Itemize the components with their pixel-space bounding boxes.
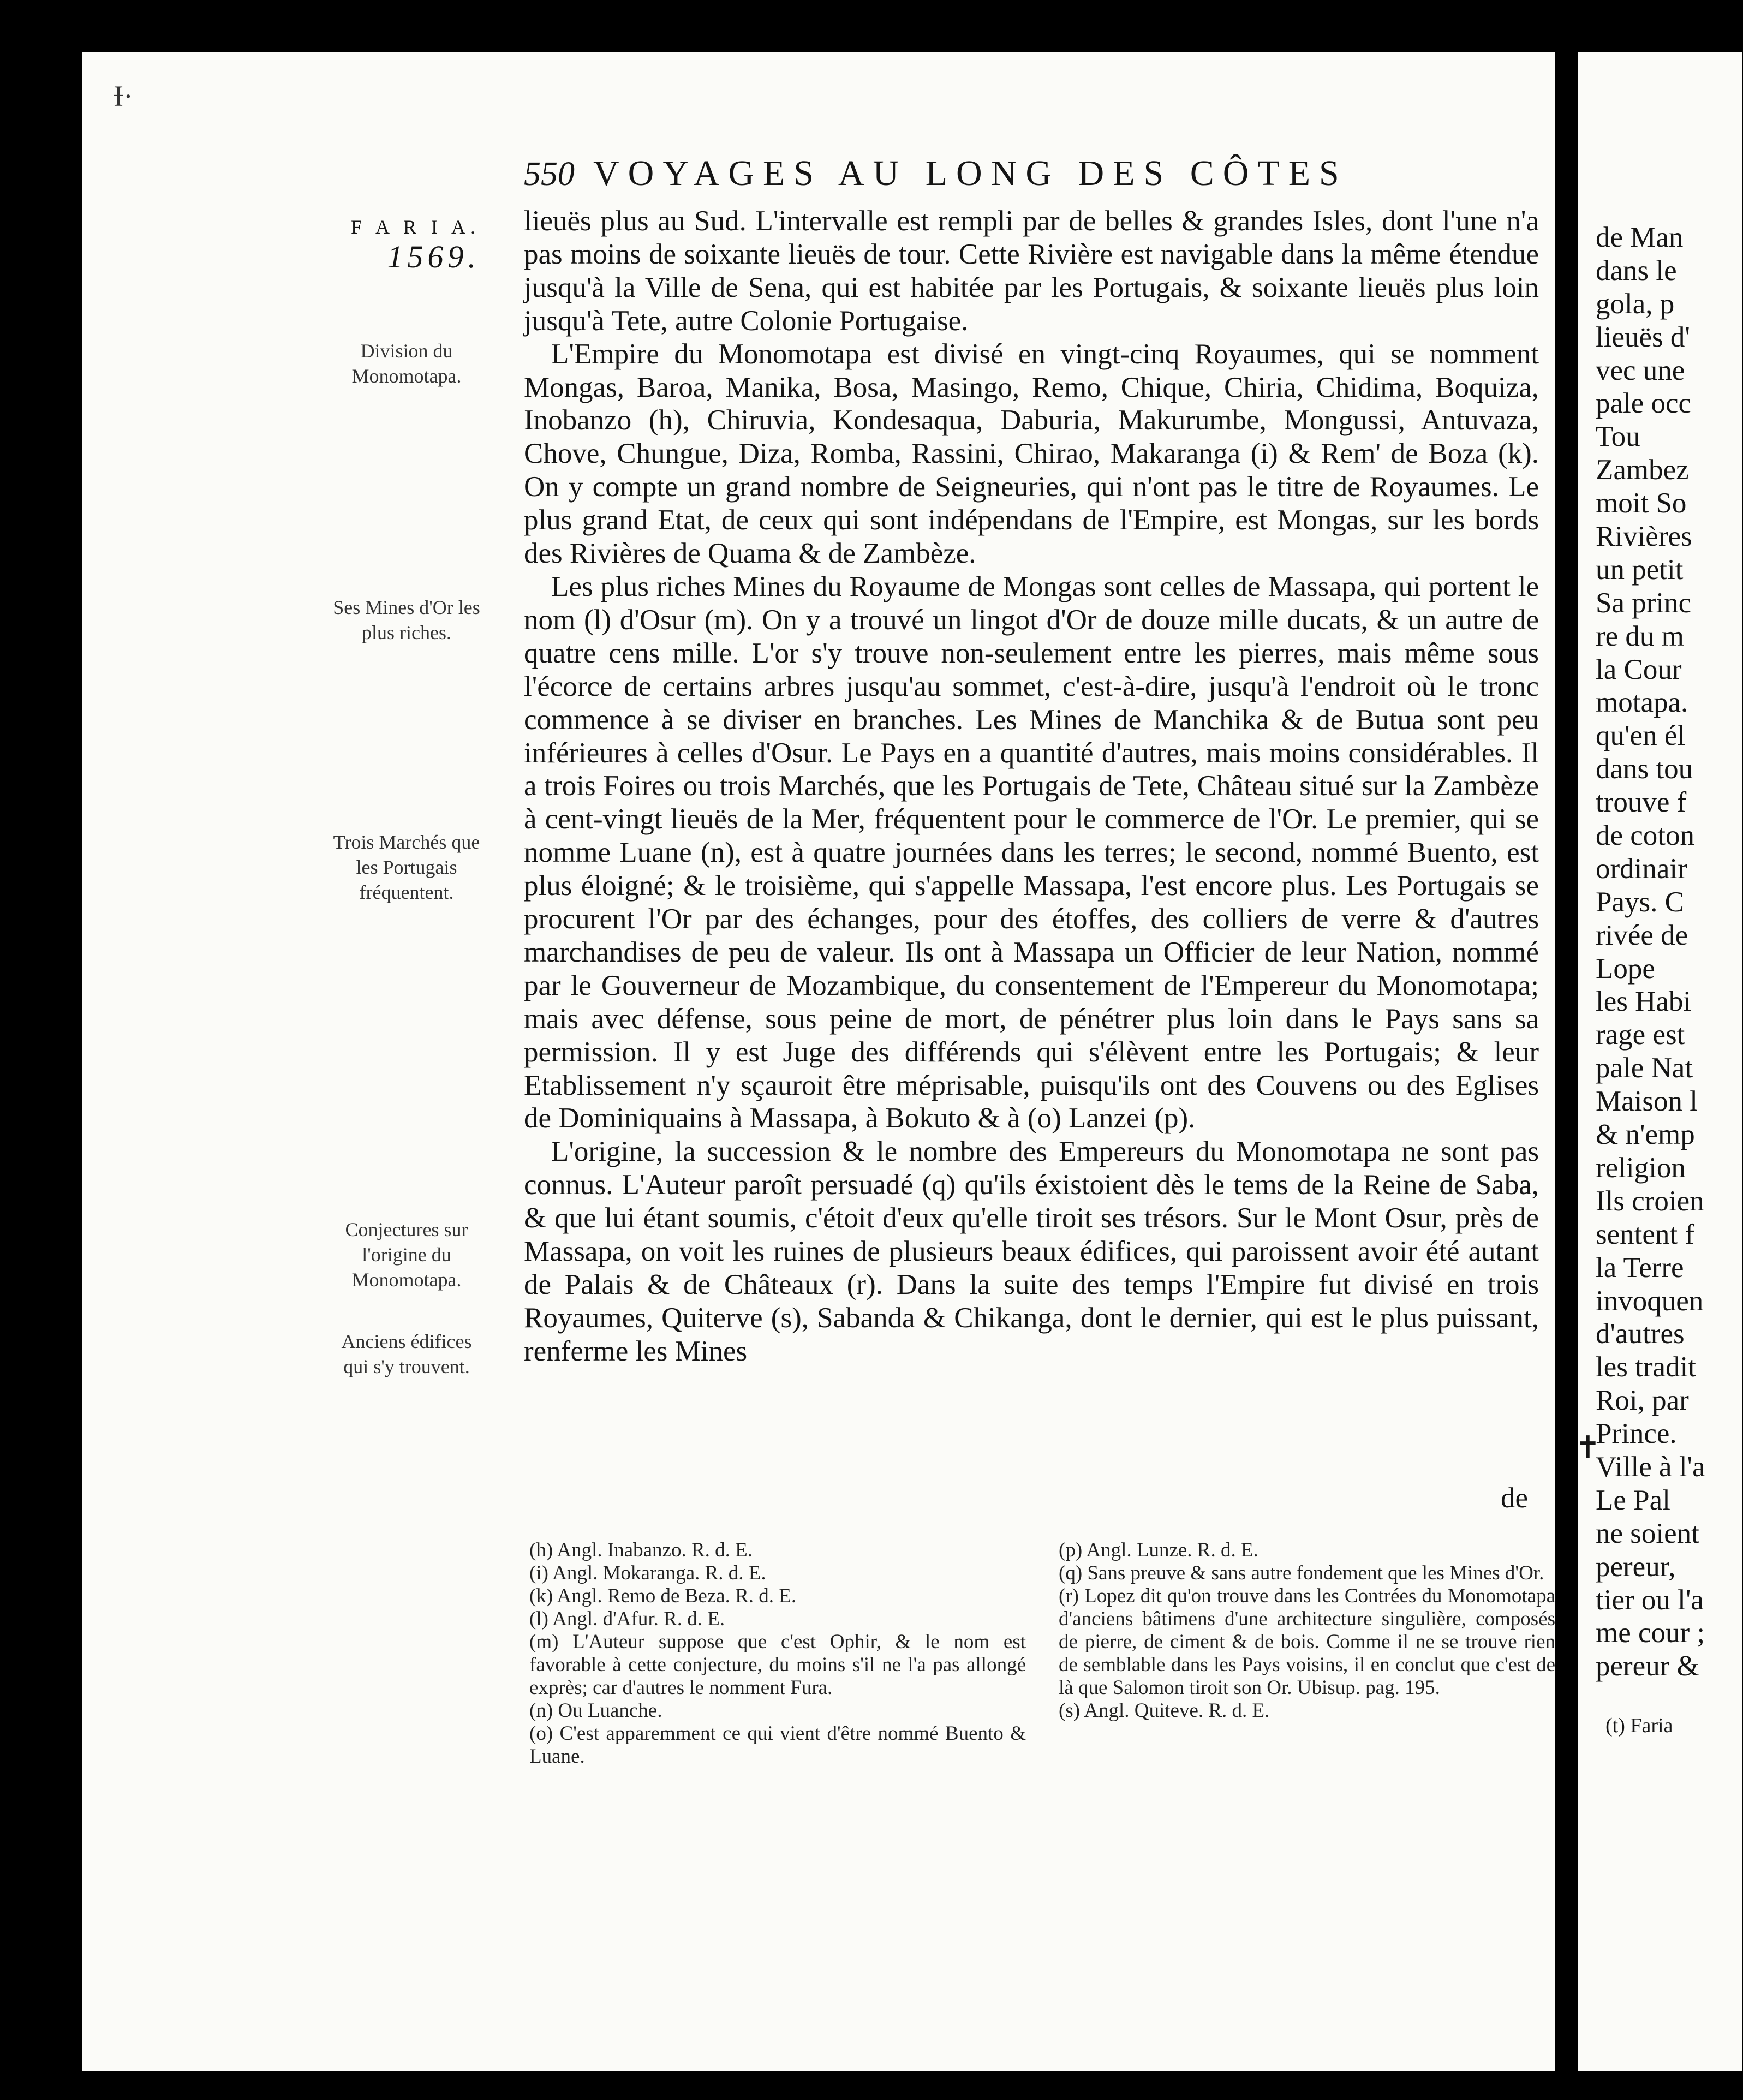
right-page-line: Rivières [1596,521,1692,553]
footnote: (m) L'Auteur suppose que c'est Ophir, & le nom est favorable à cette conjecture, du moins s'il ne l'a pas allongé exprès; car d'autres le nomment Fura. [529,1631,1026,1699]
right-page-line: pereur & [1596,1650,1699,1683]
footnote: (n) Ou Luanche. [529,1699,662,1722]
right-page-line: sentent f [1596,1218,1695,1250]
right-page-line: les tradit [1596,1351,1696,1383]
right-page-line: religion [1596,1152,1686,1184]
right-page-line: Pays. C [1596,886,1684,918]
right-page-line: re du m [1596,620,1684,652]
right-page-line: qu'en él [1596,720,1686,752]
right-page-line: Lope [1596,952,1655,985]
right-page-line: ne soient [1596,1517,1699,1549]
side-note: Conjectures sur l'origine du Monomotapa. [345,1219,468,1291]
cross-mark: ✝ [1575,1431,1601,1465]
footnote: (q) Sans preuve & sans autre fondement que les Mines d'Or. [1059,1562,1544,1584]
right-page-line: motapa. [1596,687,1688,719]
right-page-line: Tou [1596,421,1640,453]
right-page-line: de Man [1596,222,1684,253]
right-page-line: moit So [1596,487,1687,520]
body-text [524,205,1539,1368]
right-page-line: la Cour [1596,653,1682,685]
right-page-line: Sa princ [1596,587,1692,619]
footnote: (r) Lopez dit qu'on trouve dans les Contrées du Monomotapa d'anciens bâtimens d'une architecture singulière, composés de pierre, de ciment & de bois. Comme il ne se trouve rien de semblable dans les Pays voisins, il en conclut que c'est de là que Salomon tiroit son Or. Ubisup. pag. 195. [1059,1585,1555,1699]
right-page-line: rage est [1596,1019,1685,1051]
footnote: (l) Angl. d'Afur. R. d. E. [529,1608,725,1630]
side-note: Trois Marchés que les Portugais fréquentent. [333,831,480,903]
right-page-lines [1596,221,1743,1683]
corner-mark: Ɨ· [114,80,133,112]
right-page-line: Zambez [1596,454,1689,486]
side-note: Division du Monomotapa. [351,340,462,387]
right-page-line: Maison l [1596,1085,1698,1118]
footnote: (p) Angl. Lunze. R. d. E. [1059,1539,1258,1561]
side-note: Ses Mines d'Or les plus riches. [333,596,480,643]
footnote: (k) Angl. Remo de Beza. R. d. E. [529,1585,797,1607]
right-page-line: tier ou l'a [1596,1584,1704,1616]
right-page-line: lieuës d' [1596,321,1690,353]
footnote: (h) Angl. Inabanzo. R. d. E. [529,1539,753,1561]
right-page-line: la Terre [1596,1251,1684,1284]
right-page-line: Prince. [1596,1418,1677,1450]
paragraph: L'Empire du Monomotapa est divisé en vingt-cinq Royaumes, qui se nomment Mongas, Baroa, Manika, Bosa, Masingo, Remo, Chique, Chiria, Chidima, Boquiza, Inobanzo (h), Chiruvia, Kondesaqua, Daburia, Makurumbe, Mongussi, Antuvaza, Chove, Chungue, Diza, Romba, Rassini, Chirao, Makaranga (i) & Rem' de Boza (k). On y compte un grand nombre de Seigneuries, qui n'ont pas le titre de Royaumes. Le plus grand Etat, de ceux qui sont indépendans de l'Empire, est Mongas, sur les bords des Rivières de Quama & de Zambèze. [524,338,1539,570]
right-page-line: vec une [1596,354,1685,386]
right-footnote: (t) Faria [1605,1714,1673,1737]
right-page-line: gola, p [1596,288,1675,320]
paragraph: L'origine, la succession & le nombre des Empereurs du Monomotapa ne sont pas connus. L'Auteur paroît persuadé (q) qu'ils éxistoient dès le tems de la Reine de Saba, & que lui étant soumis, c'étoit d'eux qu'elle tiroit ses trésors. Sur le Mont Osur, près de Massapa, on voit les ruines de plusieurs beaux édifices, qui paroissent avoir été autant de Palais & de Châteaux (r). Dans la suite des temps l'Empire fut divisé en trois Royaumes, Quiterve (s), Sabanda & Chikanga, dont le dernier, qui est le plus puissant, renferme les Mines [524,1136,1539,1367]
right-page-line: Ils croien [1596,1185,1704,1217]
right-page-line: dans tou [1596,753,1693,785]
right-page-line: Le Pal [1596,1484,1670,1516]
paragraph: Les plus riches Mines du Royaume de Mongas sont celles de Massapa, qui portent le nom (l) d'Osur (m). On y a trouvé un lingot d'Or de douze mille ducats, & un autre de quatre cens mille. L'or s'y trouve non-seulement entre les pierres, mais même sous l'écorce de certains arbres jusqu'au sommet, c'est-à-dire, jusqu'à l'endroit où le tronc commence à se diviser en branches. Les Mines de Manchika & de Butua sont peu inférieures à celles d'Osur. Le Pays en a quantité d'autres, mais moins considérables. Il a trois Foires ou trois Marchés, que les Portugais de Tete, Château situé sur la Zambèze à cent-vingt lieuës de la Mer, fréquentent pour le commerce de l'Or. Le premier, qui se nomme Luane (n), est à quatre journées dans les terres; le second, nommé Buento, est plus éloigné; & le troisième, qui s'appelle Massapa, l'est encore plus. Les Portugais se procurent l'Or par des échanges, pour des étoffes, des colliers de verre & d'autres marchandises de peu de valeur. Ils ont à Massapa un Officier de leur Nation, nommé par le Gouverneur de Mozambique, du consentement de l'Empereur du Monomotapa; mais avec défense, sous peine de mort, de pénétrer plus loin dans le Pays sans sa permission. Il y est Juge des différends qui s'élèvent entre les Portugais; & leur Etablissement n'y sçauroit être méprisable, puisqu'ils ont des Couvens ou des Eglises de Dominiquains à Massapa, à Bokuto & à (o) Lanzei (p). [524,570,1539,1135]
right-page-line: les Habi [1596,986,1692,1018]
side-date-name: F A R I A. [350,216,480,238]
side-date [322,216,480,275]
catchword: de [1501,1482,1529,1514]
right-page-line: pale Nat [1596,1052,1693,1084]
side-date-year: 1569. [387,239,480,275]
right-page-line: & n'emp [1596,1119,1695,1151]
right-page-line: Roi, par [1596,1385,1689,1417]
left-page [82,52,1555,2071]
right-page-line: d'autres [1596,1318,1685,1350]
footnote: (i) Angl. Mokaranga. R. d. E. [529,1562,766,1584]
right-page-line: trouve f [1596,786,1687,819]
page-number: 550 [524,156,575,193]
side-note: Anciens édifices qui s'y trouvent. [341,1331,472,1377]
right-page-line: ordinair [1596,852,1687,885]
right-page-line: Ville à l'a [1596,1451,1705,1483]
footnotes-left [529,1539,1026,1768]
right-page-line: pereur, [1596,1550,1676,1583]
running-title: VOYAGES AU LONG DES CÔTES [593,153,1348,193]
footnote: (o) C'est apparemment ce qui vient d'être nommé Buento & Luane. [529,1722,1026,1768]
footnotes-right [1059,1539,1555,1722]
right-page-line: me cour ; [1596,1617,1705,1649]
paragraph: lieuës plus au Sud. L'intervalle est rempli par de belles & grandes Isles, dont l'une n'a pas moins de soixante lieuës de tour. Cette Rivière est navigable dans la même étendue jusqu'à la Ville de Sena, qui est habitée par les Portugais, & soixante lieuës plus loin jusqu'à Tete, autre Colonie Portugaise. [524,205,1539,337]
right-page-line: rivée de [1596,919,1688,951]
right-page [1575,52,1742,2071]
footnote: (s) Angl. Quiteve. R. d. E. [1059,1699,1270,1722]
right-page-line: de coton [1596,820,1695,852]
right-page-line: dans le [1596,254,1677,287]
right-page-line: un petit [1596,553,1684,586]
right-page-line: invoquen [1596,1285,1704,1317]
page-header [524,153,1539,202]
right-page-line: pale occ [1596,387,1692,420]
